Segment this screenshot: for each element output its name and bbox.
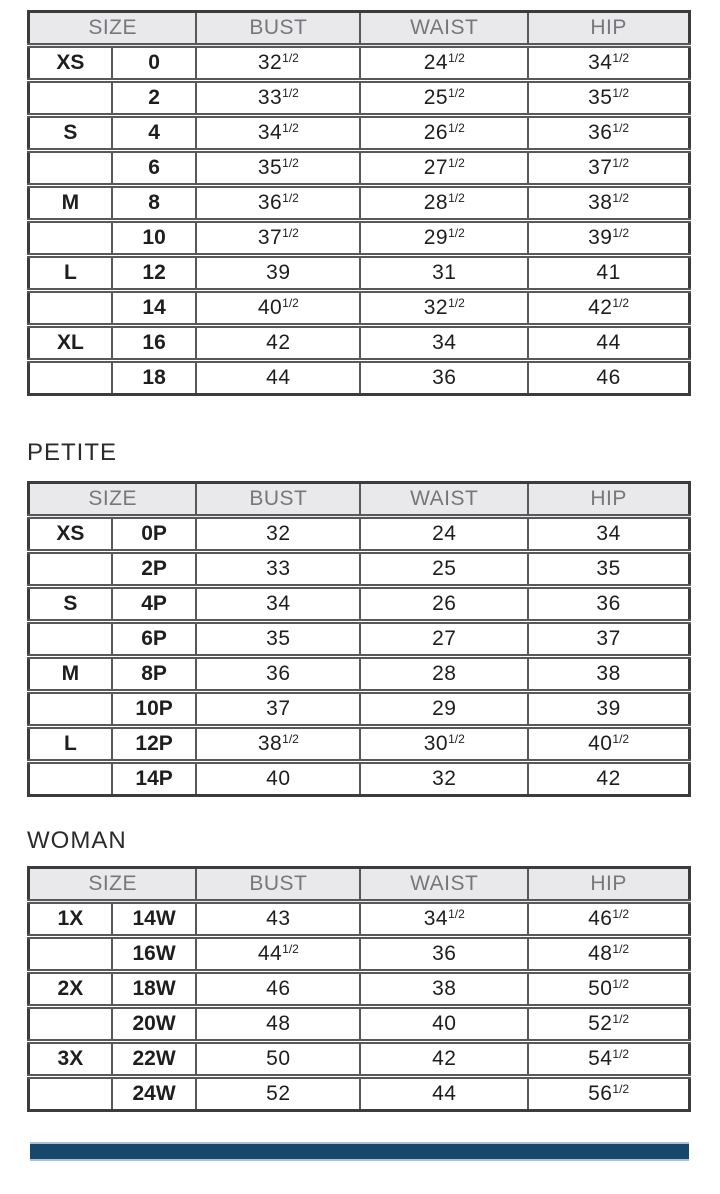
- hip-cell: $48^{1/2}$: [528, 937, 689, 972]
- half-fraction: 1/2: [448, 296, 465, 310]
- bust-cell: $33^{1/2}$: [196, 81, 360, 116]
- size-number-cell: 14W: [112, 902, 197, 937]
- size-letter-cell: M: [29, 186, 112, 221]
- half-fraction: 1/2: [448, 732, 465, 746]
- bust-cell: 42: [196, 326, 360, 361]
- size-letter-cell: [29, 151, 112, 186]
- table-row: [29, 221, 690, 256]
- hip-cell: $52^{1/2}$: [528, 1007, 689, 1042]
- size-number-cell: 22W: [112, 1042, 197, 1077]
- half-fraction: 1/2: [612, 121, 630, 135]
- hip-cell: $38^{1/2}$: [528, 186, 689, 221]
- half-fraction: 1/2: [448, 907, 465, 921]
- bust-cell: 46: [196, 972, 360, 1007]
- size-letter-cell: [29, 1007, 112, 1042]
- hip-cell: $56^{1/2}$: [528, 1077, 689, 1111]
- table-row: [29, 517, 690, 552]
- waist-cell: 40: [360, 1007, 528, 1042]
- table-row: [29, 151, 690, 186]
- table-row: [29, 972, 690, 1007]
- woman-size-table: [27, 866, 691, 1112]
- section-petite-sizes: [27, 481, 691, 797]
- bust-cell: $38^{1/2}$: [196, 727, 360, 762]
- size-letter-cell: XS: [29, 46, 112, 81]
- half-fraction: 1/2: [282, 156, 299, 170]
- size-number-cell: 12: [112, 256, 197, 291]
- table-row: [29, 116, 690, 151]
- col-header-waist: WAIST: [360, 483, 528, 517]
- size-number-cell: 10P: [112, 692, 197, 727]
- bust-cell: 35: [196, 622, 360, 657]
- bust-cell: 40: [196, 762, 360, 796]
- bust-cell: 39: [196, 256, 360, 291]
- hip-cell: 42: [528, 762, 689, 796]
- bust-cell: 50: [196, 1042, 360, 1077]
- bust-cell: $34^{1/2}$: [196, 116, 360, 151]
- waist-cell: 36: [360, 937, 528, 972]
- col-header-hip: HIP: [528, 12, 689, 46]
- size-letter-cell: L: [29, 727, 112, 762]
- half-fraction: 1/2: [282, 296, 299, 310]
- waist-cell: $30^{1/2}$: [360, 727, 528, 762]
- bust-cell: 36: [196, 657, 360, 692]
- size-letter-cell: M: [29, 657, 112, 692]
- col-header-bust: BUST: [196, 868, 360, 902]
- size-number-cell: 20W: [112, 1007, 197, 1042]
- hip-cell: $37^{1/2}$: [528, 151, 689, 186]
- table-row: [29, 692, 690, 727]
- size-letter-cell: [29, 361, 112, 395]
- size-letter-cell: [29, 291, 112, 326]
- waist-cell: 29: [360, 692, 528, 727]
- hip-cell: 44: [528, 326, 689, 361]
- hip-cell: $39^{1/2}$: [528, 221, 689, 256]
- size-letter-cell: [29, 622, 112, 657]
- size-letter-cell: [29, 1077, 112, 1111]
- waist-cell: 34: [360, 326, 528, 361]
- hip-cell: 38: [528, 657, 689, 692]
- table-row: [29, 622, 690, 657]
- size-number-cell: 4: [112, 116, 197, 151]
- waist-cell: 38: [360, 972, 528, 1007]
- table-row: [29, 256, 690, 291]
- hip-cell: $50^{1/2}$: [528, 972, 689, 1007]
- waist-cell: $29^{1/2}$: [360, 221, 528, 256]
- size-number-cell: 6P: [112, 622, 197, 657]
- hip-cell: 34: [528, 517, 689, 552]
- bust-cell: 34: [196, 587, 360, 622]
- size-letter-cell: L: [29, 256, 112, 291]
- size-number-cell: 10: [112, 221, 197, 256]
- table-row: [29, 657, 690, 692]
- size-letter-cell: 1X: [29, 902, 112, 937]
- size-letter-cell: S: [29, 587, 112, 622]
- half-fraction: 1/2: [282, 226, 299, 240]
- waist-cell: 44: [360, 1077, 528, 1111]
- waist-cell: $28^{1/2}$: [360, 186, 528, 221]
- table-row: [29, 46, 690, 81]
- waist-cell: 36: [360, 361, 528, 395]
- hip-cell: $36^{1/2}$: [528, 116, 689, 151]
- hip-cell: $42^{1/2}$: [528, 291, 689, 326]
- size-number-cell: 6: [112, 151, 197, 186]
- size-letter-cell: [29, 692, 112, 727]
- col-header-waist: WAIST: [360, 868, 528, 902]
- petite-size-table: [27, 481, 691, 797]
- table-row: [29, 1042, 690, 1077]
- col-header-size: SIZE: [29, 868, 197, 902]
- standard-size-table: [27, 10, 691, 396]
- table-row: [29, 902, 690, 937]
- table-row: [29, 727, 690, 762]
- accent-bar: [30, 1142, 689, 1161]
- waist-cell: $34^{1/2}$: [360, 902, 528, 937]
- half-fraction: 1/2: [612, 191, 630, 205]
- bust-cell: 43: [196, 902, 360, 937]
- waist-cell: $32^{1/2}$: [360, 291, 528, 326]
- size-letter-cell: XL: [29, 326, 112, 361]
- table-row: [29, 1007, 690, 1042]
- half-fraction: 1/2: [612, 51, 630, 65]
- waist-cell: 28: [360, 657, 528, 692]
- table-row: [29, 326, 690, 361]
- col-header-size: SIZE: [29, 12, 197, 46]
- half-fraction: 1/2: [448, 191, 465, 205]
- bust-cell: $36^{1/2}$: [196, 186, 360, 221]
- bust-cell: $44^{1/2}$: [196, 937, 360, 972]
- size-number-cell: 16W: [112, 937, 197, 972]
- table-row: [29, 587, 690, 622]
- header-row: [29, 868, 690, 902]
- half-fraction: 1/2: [612, 1012, 630, 1026]
- col-header-bust: BUST: [196, 12, 360, 46]
- table-row: [29, 552, 690, 587]
- waist-cell: 26: [360, 587, 528, 622]
- half-fraction: 1/2: [282, 51, 299, 65]
- size-number-cell: 18W: [112, 972, 197, 1007]
- table-row: [29, 937, 690, 972]
- col-header-hip: HIP: [528, 868, 689, 902]
- bust-cell: 37: [196, 692, 360, 727]
- waist-cell: 32: [360, 762, 528, 796]
- hip-cell: 37: [528, 622, 689, 657]
- waist-cell: 42: [360, 1042, 528, 1077]
- hip-cell: $35^{1/2}$: [528, 81, 689, 116]
- size-letter-cell: [29, 762, 112, 796]
- col-header-bust: BUST: [196, 483, 360, 517]
- bust-cell: 33: [196, 552, 360, 587]
- waist-cell: $24^{1/2}$: [360, 46, 528, 81]
- waist-cell: 27: [360, 622, 528, 657]
- hip-cell: $40^{1/2}$: [528, 727, 689, 762]
- half-fraction: 1/2: [612, 732, 630, 746]
- hip-cell: 35: [528, 552, 689, 587]
- bust-cell: 32: [196, 517, 360, 552]
- bust-cell: $35^{1/2}$: [196, 151, 360, 186]
- bust-cell: 48: [196, 1007, 360, 1042]
- hip-cell: 39: [528, 692, 689, 727]
- size-letter-cell: [29, 552, 112, 587]
- waist-cell: 24: [360, 517, 528, 552]
- half-fraction: 1/2: [282, 121, 299, 135]
- size-number-cell: 8P: [112, 657, 197, 692]
- bust-cell: $37^{1/2}$: [196, 221, 360, 256]
- section-label-woman: WOMAN: [27, 827, 127, 854]
- size-number-cell: 24W: [112, 1077, 197, 1111]
- bust-cell: 52: [196, 1077, 360, 1111]
- size-number-cell: 4P: [112, 587, 197, 622]
- table-row: [29, 1077, 690, 1111]
- half-fraction: 1/2: [612, 1082, 630, 1096]
- section-woman-sizes: [27, 866, 691, 1112]
- header-row: [29, 12, 690, 46]
- table-row: [29, 361, 690, 395]
- bust-cell: $32^{1/2}$: [196, 46, 360, 81]
- section-label-petite: PETITE: [27, 439, 118, 466]
- half-fraction: 1/2: [612, 977, 630, 991]
- half-fraction: 1/2: [612, 907, 630, 921]
- hip-cell: $34^{1/2}$: [528, 46, 689, 81]
- hip-cell: $46^{1/2}$: [528, 902, 689, 937]
- size-number-cell: 18: [112, 361, 197, 395]
- half-fraction: 1/2: [282, 191, 299, 205]
- size-number-cell: 0: [112, 46, 197, 81]
- half-fraction: 1/2: [282, 942, 299, 956]
- half-fraction: 1/2: [612, 226, 630, 240]
- size-letter-cell: 3X: [29, 1042, 112, 1077]
- size-number-cell: 2P: [112, 552, 197, 587]
- waist-cell: 25: [360, 552, 528, 587]
- col-header-size: SIZE: [29, 483, 197, 517]
- hip-cell: $54^{1/2}$: [528, 1042, 689, 1077]
- size-number-cell: 2: [112, 81, 197, 116]
- half-fraction: 1/2: [448, 226, 465, 240]
- half-fraction: 1/2: [448, 51, 465, 65]
- waist-cell: $25^{1/2}$: [360, 81, 528, 116]
- header-row: [29, 483, 690, 517]
- size-number-cell: 12P: [112, 727, 197, 762]
- col-header-waist: WAIST: [360, 12, 528, 46]
- hip-cell: 41: [528, 256, 689, 291]
- section-standard-sizes: [27, 10, 691, 396]
- size-number-cell: 14: [112, 291, 197, 326]
- size-letter-cell: XS: [29, 517, 112, 552]
- size-number-cell: 14P: [112, 762, 197, 796]
- size-letter-cell: S: [29, 116, 112, 151]
- waist-cell: $27^{1/2}$: [360, 151, 528, 186]
- col-header-hip: HIP: [528, 483, 689, 517]
- size-number-cell: 8: [112, 186, 197, 221]
- half-fraction: 1/2: [282, 86, 299, 100]
- size-letter-cell: [29, 221, 112, 256]
- waist-cell: $26^{1/2}$: [360, 116, 528, 151]
- table-row: [29, 186, 690, 221]
- hip-cell: 36: [528, 587, 689, 622]
- size-letter-cell: 2X: [29, 972, 112, 1007]
- half-fraction: 1/2: [612, 86, 630, 100]
- size-letter-cell: [29, 81, 112, 116]
- half-fraction: 1/2: [612, 156, 630, 170]
- bust-cell: $40^{1/2}$: [196, 291, 360, 326]
- half-fraction: 1/2: [448, 156, 465, 170]
- bust-cell: 44: [196, 361, 360, 395]
- table-row: [29, 81, 690, 116]
- table-row: [29, 762, 690, 796]
- size-number-cell: 0P: [112, 517, 197, 552]
- size-number-cell: 16: [112, 326, 197, 361]
- half-fraction: 1/2: [612, 1047, 630, 1061]
- hip-cell: 46: [528, 361, 689, 395]
- waist-cell: 31: [360, 256, 528, 291]
- size-letter-cell: [29, 937, 112, 972]
- table-row: [29, 291, 690, 326]
- half-fraction: 1/2: [612, 296, 630, 310]
- half-fraction: 1/2: [612, 942, 630, 956]
- half-fraction: 1/2: [448, 86, 465, 100]
- half-fraction: 1/2: [448, 121, 465, 135]
- half-fraction: 1/2: [282, 732, 299, 746]
